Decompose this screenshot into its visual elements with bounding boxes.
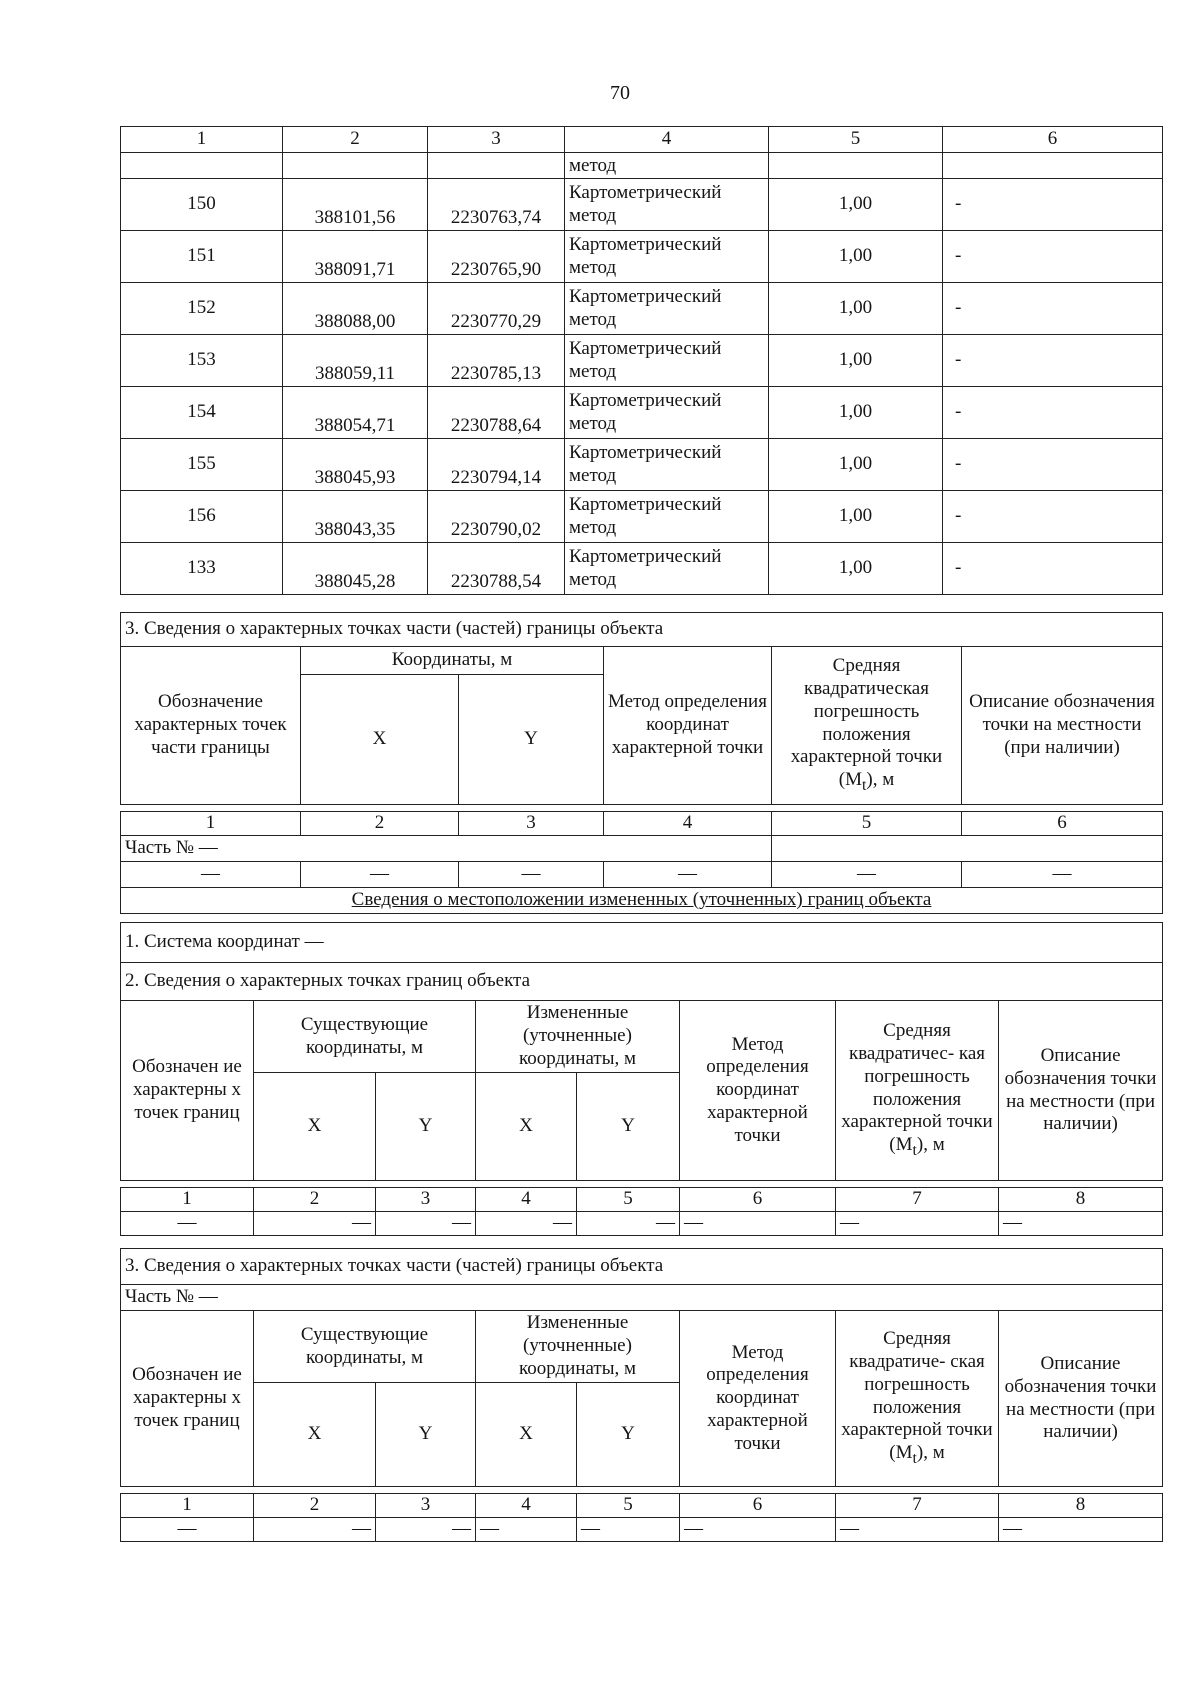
column-number-row: [121, 127, 1163, 153]
part-label: Часть № —: [121, 836, 772, 862]
table-row: [121, 335, 1163, 387]
header-changed: Измененные (уточненные) координаты, м: [476, 1311, 680, 1383]
table-row: [121, 283, 1163, 335]
coord-x: 388088,00: [283, 283, 428, 335]
description-value: -: [943, 231, 1163, 283]
header-x: X: [254, 1383, 376, 1487]
changed-points-table: [120, 922, 1163, 1236]
column-number: 5: [577, 1494, 680, 1518]
empty-cell: —: [121, 1518, 254, 1542]
coord-y: 2230788,54: [428, 543, 565, 595]
method-cell: [565, 231, 769, 283]
method-line: метод: [569, 516, 617, 538]
empty-cell: —: [836, 1212, 999, 1236]
empty-cell: —: [254, 1518, 376, 1542]
method-line: Картометрический: [569, 493, 722, 515]
column-number: 1: [121, 127, 283, 153]
table-row: [121, 231, 1163, 283]
empty-cell: —: [376, 1518, 476, 1542]
column-number-row: [121, 1494, 1163, 1518]
point-number: 156: [121, 491, 283, 543]
part-label: Часть № —: [121, 1285, 1163, 1311]
column-number: 5: [772, 812, 962, 836]
empty-cell: —: [301, 862, 459, 888]
empty-row: [121, 1518, 1163, 1542]
header-x: X: [476, 1383, 577, 1487]
header-accuracy: Средняя квадратическая погрешность положения характерной точки $(M_t)$, м: [772, 647, 962, 805]
column-number: 4: [565, 127, 769, 153]
boundary-points-table: [120, 126, 1163, 179]
empty-cell: —: [999, 1518, 1163, 1542]
header-description: Описание обозначения точки на местности (при наличии): [999, 1311, 1163, 1487]
point-number: 152: [121, 283, 283, 335]
point-number: 153: [121, 335, 283, 387]
coord-x: 388045,28: [283, 543, 428, 595]
empty-cell: —: [999, 1212, 1163, 1236]
coord-system: 1. Система координат —: [121, 923, 1163, 963]
method-cell: метод: [565, 153, 769, 179]
method-cell: [565, 491, 769, 543]
coord-x: 388091,71: [283, 231, 428, 283]
column-number: 3: [428, 127, 565, 153]
table-row: [121, 179, 1163, 231]
method-line: метод: [569, 568, 617, 590]
empty-cell: —: [459, 862, 604, 888]
coord-y: 2230763,74: [428, 179, 565, 231]
empty-cell: —: [476, 1212, 577, 1236]
column-number: 3: [459, 812, 604, 836]
header-y: Y: [376, 1383, 476, 1487]
header-description: Описание обозначения точки на местности (при наличии): [999, 1001, 1163, 1181]
point-number: 150: [121, 179, 283, 231]
header-method: Метод определения координат характерной точки: [604, 647, 772, 805]
coord-x: 388059,11: [283, 335, 428, 387]
method-cell: [565, 439, 769, 491]
method-line: Картометрический: [569, 285, 722, 307]
empty-row: [121, 862, 1163, 888]
method-line: метод: [569, 464, 617, 486]
column-number: 7: [836, 1494, 999, 1518]
header-designation: Обозначение характерных точек части границы: [121, 647, 301, 805]
coord-x: 388043,35: [283, 491, 428, 543]
method-cell: [565, 387, 769, 439]
empty-cell: —: [680, 1518, 836, 1542]
table-row: [121, 491, 1163, 543]
empty-cell: —: [772, 862, 962, 888]
method-cell: [565, 543, 769, 595]
boundary-points-rows: [120, 178, 1163, 595]
section-title: 3. Сведения о характерных точках части (частей) границы объекта: [121, 613, 1163, 647]
column-number: 3: [376, 1188, 476, 1212]
column-number: 6: [962, 812, 1163, 836]
header-changed: Измененные (уточненные) координаты, м: [476, 1001, 680, 1073]
coord-x: 388045,93: [283, 439, 428, 491]
header-method: Метод определения координат характерной точки: [680, 1311, 836, 1487]
header-existing: Существующие координаты, м: [254, 1311, 476, 1383]
method-cell: [565, 179, 769, 231]
accuracy-value: 1,00: [769, 231, 943, 283]
column-number: 1: [121, 1494, 254, 1518]
parts-table: [120, 612, 1163, 914]
method-line: метод: [569, 256, 617, 278]
column-number: 5: [769, 127, 943, 153]
column-number: 2: [254, 1494, 376, 1518]
method-line: метод: [569, 308, 617, 330]
column-number: 5: [577, 1188, 680, 1212]
point-number: 133: [121, 543, 283, 595]
column-number: 8: [999, 1188, 1163, 1212]
method-line: Картометрический: [569, 181, 722, 203]
method-line: метод: [569, 360, 617, 382]
section-title: 2. Сведения о характерных точках границ объекта: [121, 963, 1163, 1001]
empty-cell: —: [836, 1518, 999, 1542]
header-designation: Обозначен ие характерны х точек границ: [121, 1001, 254, 1181]
header-y: Y: [459, 675, 604, 805]
coord-x: 388054,71: [283, 387, 428, 439]
method-line: Картометрический: [569, 233, 722, 255]
header-coordinates: Координаты, м: [301, 647, 604, 675]
table-row: [121, 387, 1163, 439]
header-y: Y: [376, 1073, 476, 1181]
empty-cell: —: [680, 1212, 836, 1236]
header-x: X: [254, 1073, 376, 1181]
accuracy-value: 1,00: [769, 387, 943, 439]
method-cell: [565, 283, 769, 335]
header-y: Y: [577, 1383, 680, 1487]
accuracy-value: 1,00: [769, 335, 943, 387]
accuracy-value: 1,00: [769, 179, 943, 231]
carry-over-row: [121, 153, 1163, 179]
description-value: -: [943, 387, 1163, 439]
method-line: метод: [569, 412, 617, 434]
coord-y: 2230785,13: [428, 335, 565, 387]
column-number: 4: [604, 812, 772, 836]
method-line: Картометрический: [569, 441, 722, 463]
column-number: 6: [680, 1188, 836, 1212]
accuracy-value: 1,00: [769, 283, 943, 335]
method-line: Картометрический: [569, 389, 722, 411]
table-row: [121, 543, 1163, 595]
section-title: 3. Сведения о характерных точках части (частей) границы объекта: [121, 1249, 1163, 1285]
description-value: -: [943, 179, 1163, 231]
header-existing: Существующие координаты, м: [254, 1001, 476, 1073]
column-number: 6: [943, 127, 1163, 153]
method-line: метод: [569, 204, 617, 226]
column-number: 3: [376, 1494, 476, 1518]
header-accuracy: Средняя квадратичес- кая погрешность положения характерной точки $(M_t)$, м: [836, 1001, 999, 1181]
column-number: 2: [283, 127, 428, 153]
empty-cell: —: [604, 862, 772, 888]
method-line: Картометрический: [569, 337, 722, 359]
column-number-row: [121, 1188, 1163, 1212]
table-row: [121, 439, 1163, 491]
coord-y: 2230770,29: [428, 283, 565, 335]
coord-y: 2230790,02: [428, 491, 565, 543]
accuracy-value: 1,00: [769, 543, 943, 595]
coord-y: 2230765,90: [428, 231, 565, 283]
empty-cell: —: [577, 1518, 680, 1542]
changed-bounds-title: Сведения о местоположении измененных (уточненных) границ объекта: [121, 888, 1163, 914]
column-number: 4: [476, 1188, 577, 1212]
column-number: 7: [836, 1188, 999, 1212]
accuracy-value: 1,00: [769, 491, 943, 543]
header-method: Метод определения координат характерной точки: [680, 1001, 836, 1181]
description-value: -: [943, 283, 1163, 335]
empty-cell: —: [962, 862, 1163, 888]
accuracy-value: 1,00: [769, 439, 943, 491]
coord-y: 2230788,64: [428, 387, 565, 439]
method-cell: [565, 335, 769, 387]
description-value: -: [943, 335, 1163, 387]
coord-x: 388101,56: [283, 179, 428, 231]
column-number: 2: [301, 812, 459, 836]
empty-cell: —: [376, 1212, 476, 1236]
empty-cell: —: [476, 1518, 577, 1542]
empty-cell: —: [254, 1212, 376, 1236]
description-value: -: [943, 543, 1163, 595]
header-y: Y: [577, 1073, 680, 1181]
header-accuracy: Средняя квадратиче- ская погрешность положения характерной точки $(M_t)$, м: [836, 1311, 999, 1487]
header-x: X: [476, 1073, 577, 1181]
column-number: 1: [121, 1188, 254, 1212]
header-designation: Обозначен ие характерны х точек границ: [121, 1311, 254, 1487]
point-number: 155: [121, 439, 283, 491]
description-value: -: [943, 491, 1163, 543]
header-x: X: [301, 675, 459, 805]
column-number: 6: [680, 1494, 836, 1518]
column-number-row: [121, 812, 1163, 836]
point-number: 154: [121, 387, 283, 439]
point-number: 151: [121, 231, 283, 283]
empty-cell: —: [121, 1212, 254, 1236]
description-value: -: [943, 439, 1163, 491]
column-number: 2: [254, 1188, 376, 1212]
column-number: 8: [999, 1494, 1163, 1518]
page-number: 70: [610, 82, 630, 104]
header-description: Описание обозначения точки на местности (при наличии): [962, 647, 1163, 805]
empty-cell: —: [121, 862, 301, 888]
method-line: Картометрический: [569, 545, 722, 567]
column-number: 1: [121, 812, 301, 836]
column-number: 4: [476, 1494, 577, 1518]
empty-row: [121, 1212, 1163, 1236]
coord-y: 2230794,14: [428, 439, 565, 491]
empty-cell: —: [577, 1212, 680, 1236]
changed-parts-table: [120, 1248, 1163, 1542]
